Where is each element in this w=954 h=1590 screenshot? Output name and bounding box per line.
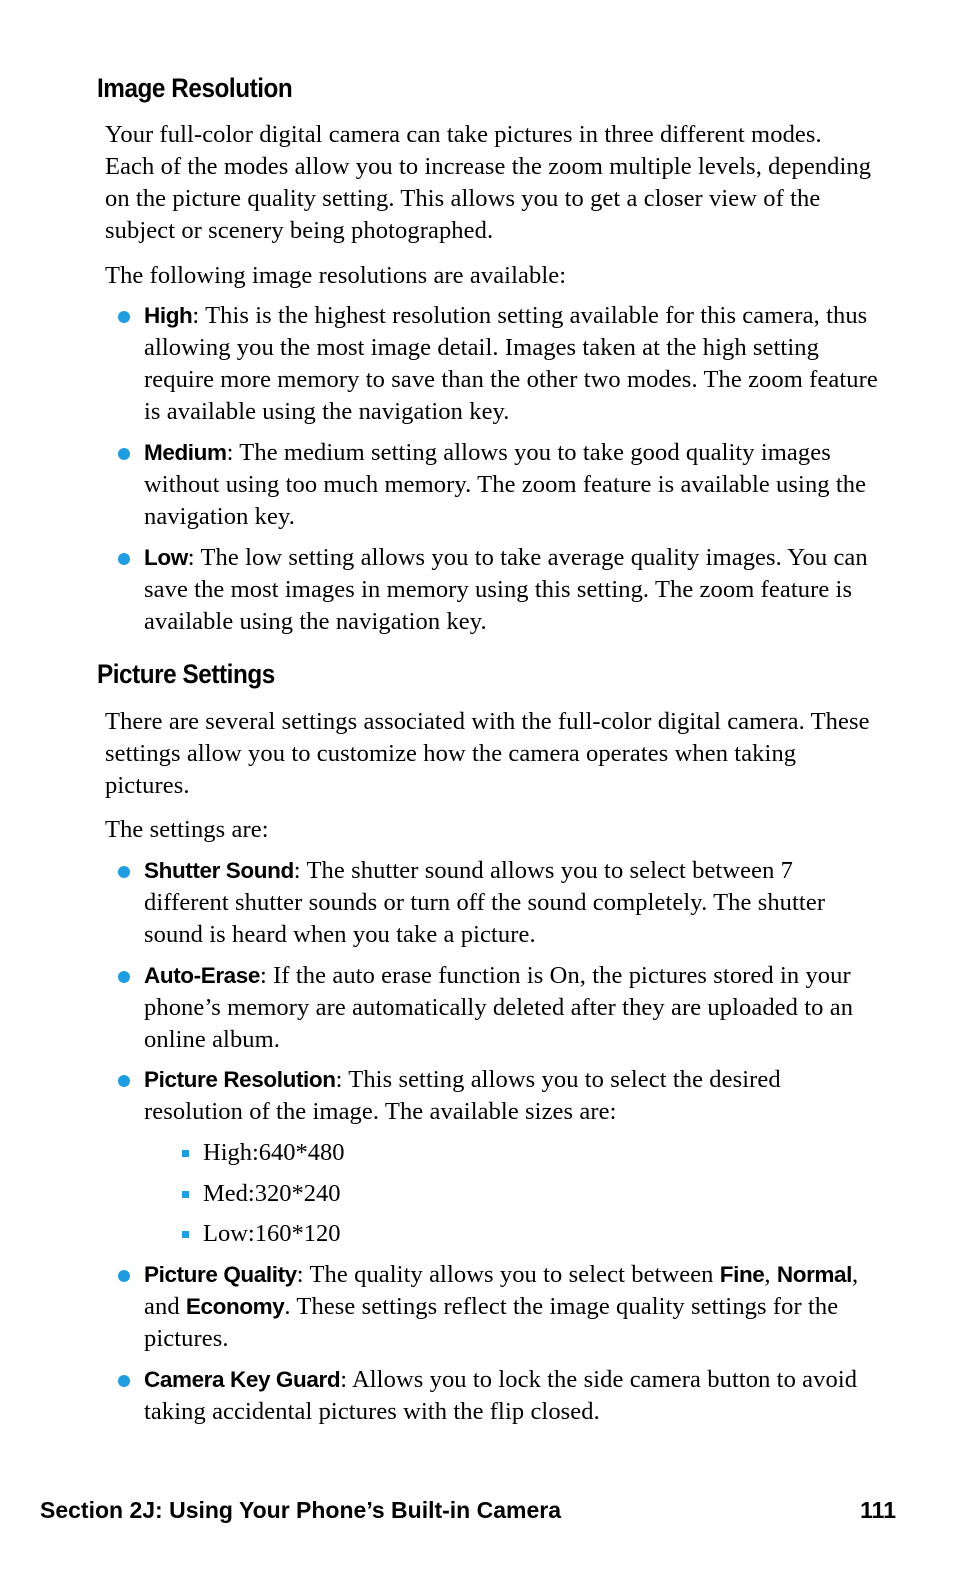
item-description: : Allows you to lock the side camera button to avoid taking accidental pictures with the flip closed.: [144, 1366, 858, 1425]
bullet-icon: [118, 1270, 130, 1282]
list-item-picture-quality: [118, 1259, 878, 1355]
picture-settings-intro: There are several settings associated with the full-color digital camera. These settings allow you to customize how the camera operates when taking pictures.: [105, 708, 870, 799]
item-description: : If the auto erase function is On, the pictures stored in your phone’s memory are automatically deleted after they are uploaded to an online album.: [144, 962, 854, 1053]
bullet-icon: [118, 448, 130, 460]
image-resolution-lead: The following image resolutions are available:: [105, 262, 567, 289]
bullet-icon: [118, 311, 130, 323]
footer-section-title: Section 2J: Using Your Phone’s Built-in Camera: [40, 1497, 562, 1523]
item-description: ,: [764, 1261, 777, 1288]
square-bullet-icon: [182, 1191, 189, 1198]
item-description: : The quality allows you to select between: [296, 1261, 720, 1288]
item-description: : This setting allows you to select the desired resolution of the image. The available sizes are:: [144, 1066, 781, 1125]
section-heading-image-resolution: Image Resolution: [97, 73, 293, 103]
picture-settings-lead: The settings are:: [105, 816, 269, 843]
list-item-camera-key-guard: [118, 1364, 878, 1428]
bullet-icon: [118, 971, 130, 983]
term-label: Camera Key Guard: [144, 1367, 341, 1392]
item-description: : The shutter sound allows you to select between 7 different shutter sounds or turn off the sound completely. The shutter sound is heard when you take a picture.: [144, 857, 826, 948]
option-normal: Normal: [776, 1262, 852, 1287]
term-label: Picture Quality: [144, 1262, 297, 1287]
sub-list-item-high-size: [182, 1137, 582, 1169]
section-heading-picture-settings: Picture Settings: [97, 659, 275, 689]
term-label: High: [144, 303, 193, 328]
term-label: Medium: [144, 440, 227, 465]
term-label: Shutter Sound: [144, 858, 294, 883]
list-item-shutter-sound: [118, 855, 878, 951]
term-label: Picture Resolution: [144, 1067, 336, 1092]
option-economy: Economy: [185, 1294, 285, 1319]
item-description: : This is the highest resolution setting available for this camera, thus allowing you the most image detail. Images taken at the high setting require more memory to save than the other two modes. The zoom feature is available using the navigation key.: [144, 302, 878, 425]
list-item-low: [118, 542, 878, 638]
square-bullet-icon: [182, 1231, 189, 1238]
bullet-icon: [118, 1375, 130, 1387]
item-description: . These settings reflect the image quality settings for the pictures.: [144, 1293, 839, 1352]
sub-list-item-med-size: [182, 1178, 582, 1210]
size-value: Low:160*120: [203, 1220, 341, 1247]
image-resolution-intro: Your full-color digital camera can take pictures in three different modes. Each of the modes allow you to increase the zoom multiple levels, depending on the picture quality setting. This allows you to get a closer view of the subject or scenery being photographed.: [105, 121, 872, 244]
term-label: Auto-Erase: [144, 963, 261, 988]
list-item-auto-erase: [118, 960, 878, 1056]
list-item-picture-resolution: [118, 1064, 878, 1128]
bullet-icon: [118, 866, 130, 878]
term-label: Low: [144, 545, 188, 570]
list-item-high: [118, 300, 878, 428]
item-description: : The medium setting allows you to take good quality images without using too much memory. The zoom feature is available using the navigation key.: [144, 439, 867, 530]
item-description: : The low setting allows you to take average quality images. You can save the most images in memory using this setting. The zoom feature is available using the navigation key.: [144, 544, 868, 635]
sub-list-item-low-size: [182, 1218, 582, 1250]
page-footer: [40, 1494, 896, 1526]
item-description: , and: [144, 1261, 859, 1320]
square-bullet-icon: [182, 1150, 189, 1157]
size-value: Med:320*240: [203, 1180, 341, 1207]
list-item-medium: [118, 437, 878, 533]
size-value: High:640*480: [203, 1139, 345, 1166]
bullet-icon: [118, 1075, 130, 1087]
option-fine: Fine: [719, 1262, 765, 1287]
page-number: 111: [860, 1497, 896, 1523]
bullet-icon: [118, 553, 130, 565]
